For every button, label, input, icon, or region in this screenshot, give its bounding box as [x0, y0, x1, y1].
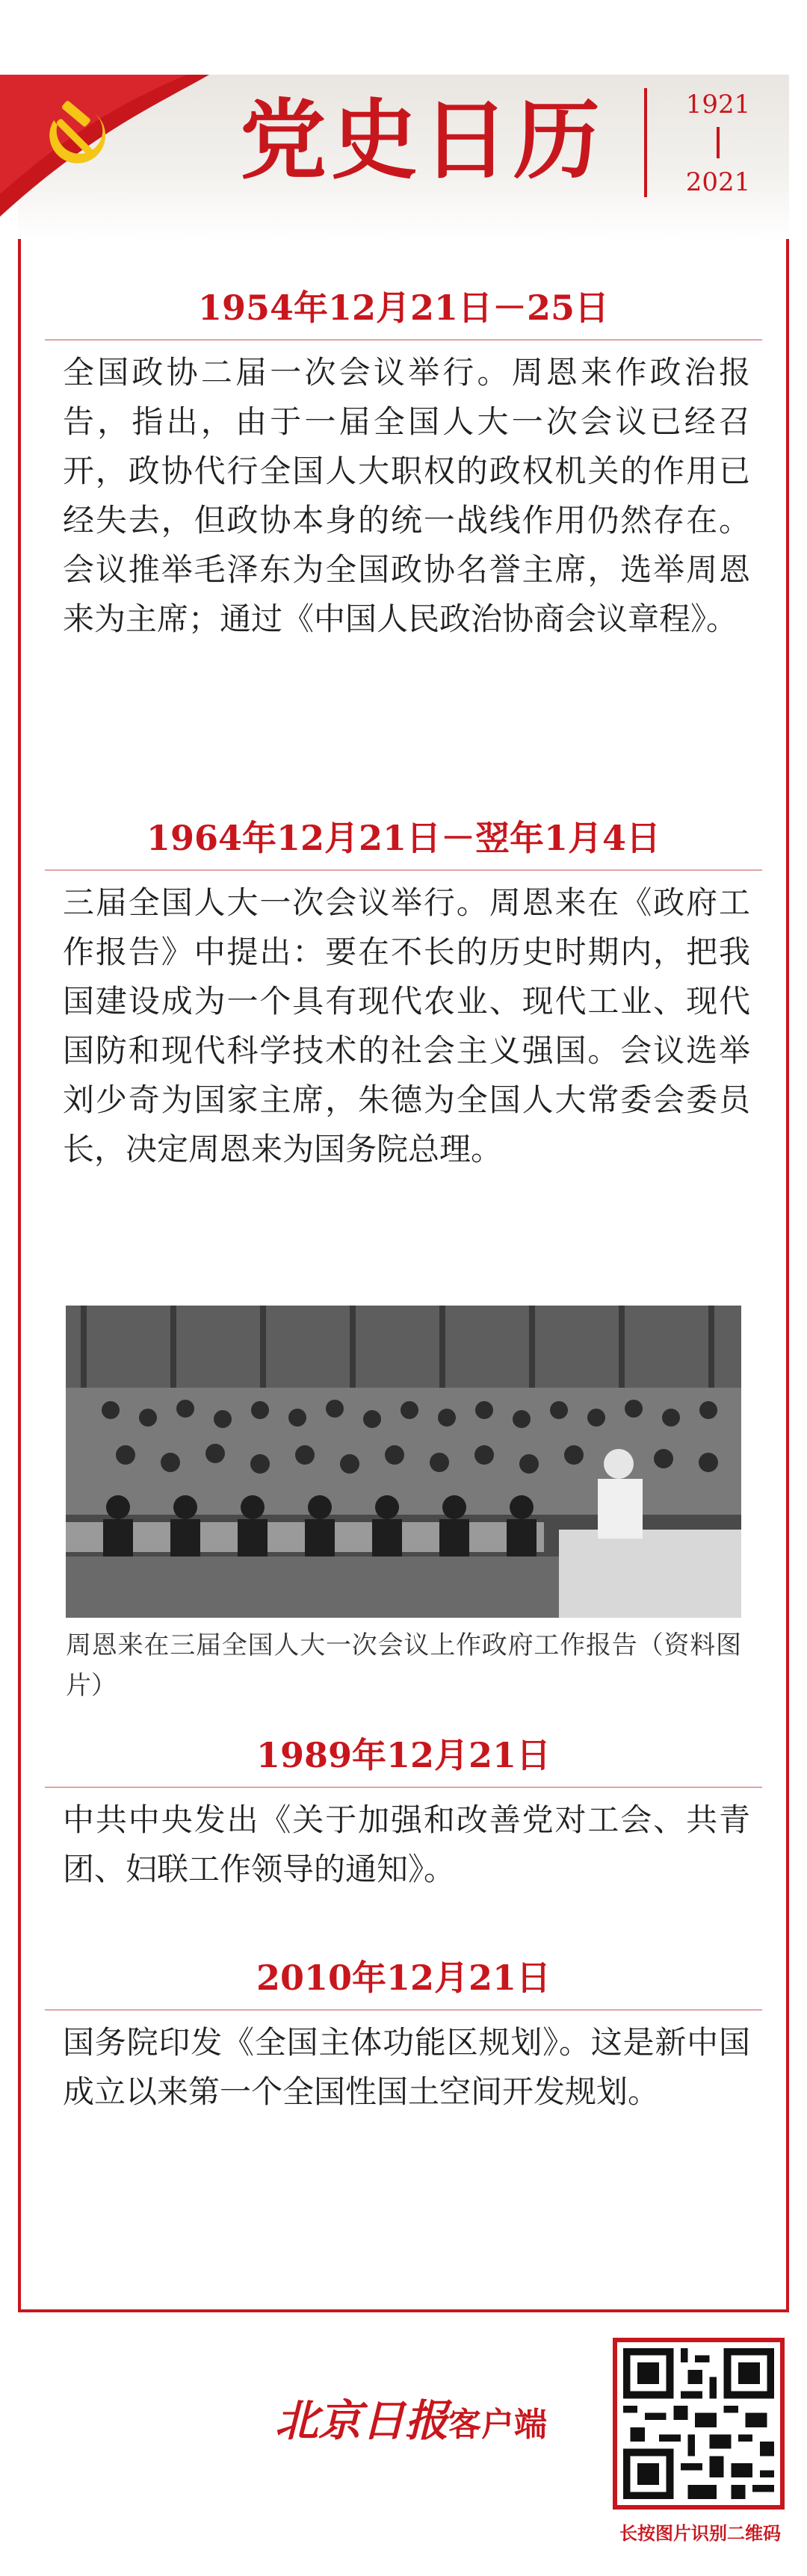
year-start: 1921: [685, 90, 751, 120]
entry-text: 三届全国人大一次会议举行。周恩来在《政府工作报告》中提出：要在不长的历史时期内，把我国建设成为一个具有现代农业、现代工业、现代国防和现代科学技术的社会主义强国。会议选举刘少奇为国家主席，朱德为全国人大常委会委员长，决定周恩来为国务院总理。: [63, 884, 750, 1167]
logo-suffix: 客户端: [448, 2406, 547, 2444]
historical-photo: [66, 1306, 741, 1618]
photo-caption: 周恩来在三届全国人大一次会议上作政府工作报告（资料图片）: [66, 1630, 741, 1701]
entry-divider: [45, 2009, 762, 2011]
entry-text: 全国政协二届一次会议举行。周恩来作政治报告，指出，由于一届全国人大一次会议已经召开，政协代行全国人大职权的政权机关的作用已经失去，但政协本身的统一战线作用仍然存在。会议推举毛泽东为全国政协名誉主席，选举周恩来为主席；通过《中国人民政治协商会议章程》。: [63, 354, 750, 637]
entry-divider: [45, 1787, 762, 1788]
title-separator: [644, 88, 647, 197]
qr-code-pattern: [623, 2348, 774, 2499]
entry-date: 1989年12月21日: [256, 1735, 551, 1775]
entry-divider: [45, 869, 762, 871]
hammer-sickle-icon: [36, 96, 118, 178]
beijing-daily-logo: [269, 2387, 553, 2454]
entry-text: 国务院印发《全国主体功能区规划》。这是新中国成立以来第一个全国性国土空间开发规划。: [63, 2024, 750, 2110]
entry-divider: [45, 339, 762, 341]
entry-date: 2010年12月21日: [256, 1958, 551, 1998]
year-separator: [717, 127, 720, 158]
entry-text: 中共中央发出《关于加强和改善党对工会、共青团、妇联工作领导的通知》。: [63, 1801, 750, 1887]
photo-illustration: [66, 1306, 741, 1618]
year-end: 2021: [685, 167, 751, 197]
entry-date: 1964年12月21日－翌年1月4日: [146, 818, 661, 858]
qr-caption: 长按图片识别二维码: [619, 2523, 781, 2544]
year-range: [671, 88, 765, 200]
page-title: 党史日历: [240, 90, 605, 191]
entry-date: 1954年12月21日－25日: [197, 288, 610, 328]
logo-text: 北京日报: [274, 2395, 448, 2446]
qr-code-icon[interactable]: [613, 2338, 785, 2510]
